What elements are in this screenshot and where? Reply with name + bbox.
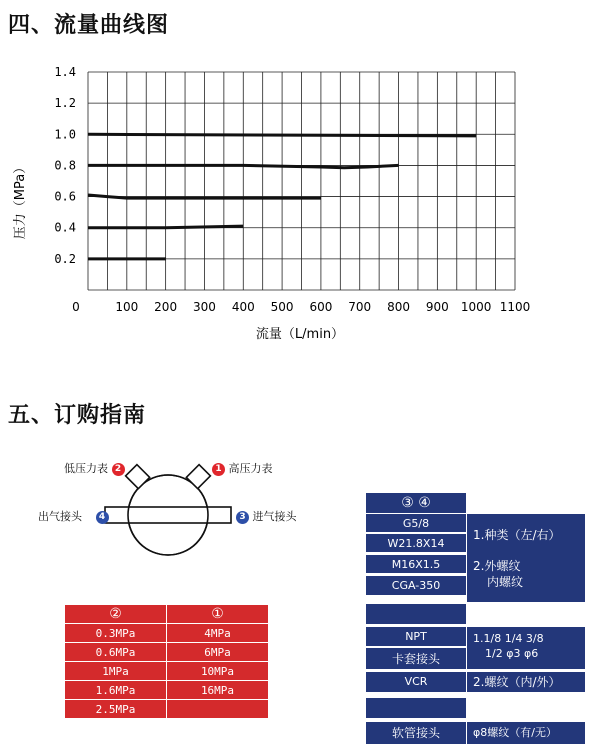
table-cell: 10MPa xyxy=(167,662,269,681)
y-tick-label: 1.2 xyxy=(54,96,76,111)
table-cell: 6MPa xyxy=(167,643,269,662)
table-cell: 2.5MPa xyxy=(65,700,167,719)
number-3-badge: 3 xyxy=(236,511,249,524)
y-tick-label: 1.0 xyxy=(54,127,76,142)
x-tick-label: 800 xyxy=(387,300,410,314)
x-tick-label: 1100 xyxy=(499,300,531,314)
table-cell: NPT xyxy=(366,627,466,647)
number-2-badge: 2 xyxy=(112,463,125,476)
table-note: φ8螺纹（有/无） xyxy=(467,722,585,744)
table-header: ③ ④ xyxy=(366,493,466,513)
series-line xyxy=(88,134,476,136)
x-axis-label: 流量（L/min） xyxy=(255,327,345,342)
x-tick-label: 100 xyxy=(115,300,139,314)
high-pressure-gauge-label: 1 高压力表 xyxy=(212,460,273,476)
x-tick-label: 900 xyxy=(425,300,449,314)
table-note: 1.1/8 1/4 3/8 1/2 φ3 φ6 xyxy=(467,627,585,669)
y-axis-label: 压力（MPa） xyxy=(13,160,28,240)
section-title-flow-chart: 四、流量曲线图 xyxy=(8,13,170,38)
table-cell: 卡套接头 xyxy=(366,648,466,670)
x-tick-label: 300 xyxy=(193,300,216,314)
table-cell: M16X1.5 xyxy=(366,555,466,574)
table-cell: G5/8 xyxy=(366,514,466,533)
table-cell: 1.6MPa xyxy=(65,681,167,700)
series-line xyxy=(88,226,243,228)
table-cell: 软管接头 xyxy=(366,722,466,744)
table-cell: CGA-350 xyxy=(366,576,466,595)
table-cell: 0.3MPa xyxy=(65,624,167,643)
number-4-badge: 4 xyxy=(96,511,109,524)
table-cell: 4MPa xyxy=(167,624,269,643)
table-header: ① xyxy=(167,605,269,624)
y-tick-label: 0.2 xyxy=(54,251,76,266)
gauge-range-table xyxy=(64,604,269,719)
table-note: 2.外螺纹 内螺纹 xyxy=(467,556,585,602)
table-header: ② xyxy=(65,605,167,624)
x-tick-label: 1000 xyxy=(460,300,492,314)
x-tick-label: 500 xyxy=(270,300,294,314)
table-cell xyxy=(167,700,269,719)
number-1-badge: 1 xyxy=(212,463,225,476)
y-tick-label: 1.4 xyxy=(54,65,76,79)
x-tick-label: 0 xyxy=(72,300,80,314)
section-title-order-guide: 五、订购指南 xyxy=(8,403,147,428)
y-tick-label: 0.8 xyxy=(54,158,76,173)
low-pressure-gauge-label: 低压力表 2 xyxy=(64,460,125,476)
outlet-fitting-label: 出气接头 4 xyxy=(38,508,109,524)
table-cell: 1MPa xyxy=(65,662,167,681)
table-spacer xyxy=(366,604,466,624)
table-note: 1.种类（左/右） xyxy=(467,514,585,556)
y-tick-label: 0.4 xyxy=(54,220,76,235)
y-tick-labels xyxy=(54,65,76,266)
x-tick-labels xyxy=(72,300,530,314)
table-cell: 16MPa xyxy=(167,681,269,700)
table-cell: VCR xyxy=(366,672,466,692)
x-tick-label: 600 xyxy=(309,300,333,314)
table-note: 2.螺纹（内/外） xyxy=(467,672,585,692)
table-spacer xyxy=(366,698,466,718)
chart-grid xyxy=(88,72,515,290)
x-tick-label: 400 xyxy=(231,300,255,314)
table-cell: W21.8X14 xyxy=(366,534,466,553)
flow-curve-chart xyxy=(0,50,592,350)
y-tick-label: 0.6 xyxy=(54,189,76,204)
x-tick-label: 200 xyxy=(154,300,178,314)
x-tick-label: 700 xyxy=(348,300,372,314)
inlet-fitting-label: 3 进气接头 xyxy=(236,508,297,524)
table-cell: 0.6MPa xyxy=(65,643,167,662)
